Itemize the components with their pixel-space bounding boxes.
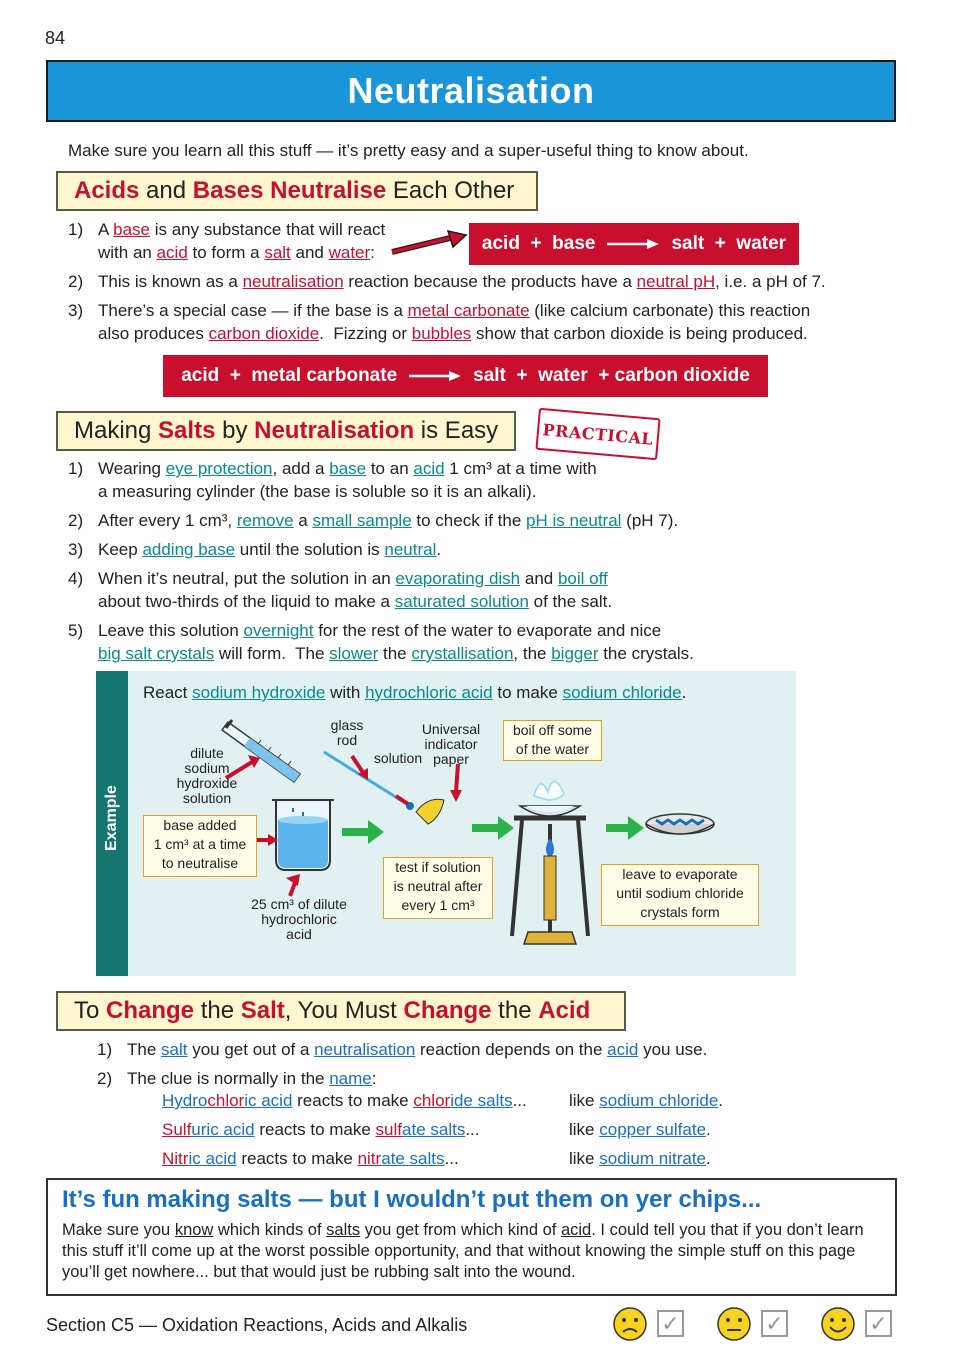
keyword: salts: [326, 1221, 361, 1239]
solution-label: solution: [373, 750, 423, 766]
label-line: indicator: [424, 736, 478, 752]
keyword: acid: [607, 1040, 639, 1059]
equation-reactants: acid + metal carbonate: [181, 365, 398, 386]
red-arrow-icon: [390, 228, 470, 258]
section1-heading: [56, 171, 538, 211]
tick-box[interactable]: ✓: [657, 1310, 684, 1337]
keyword: acid: [156, 243, 188, 262]
text: you use.: [638, 1040, 708, 1059]
heading-word: Neutralise: [270, 177, 387, 204]
tick-box[interactable]: ✓: [761, 1310, 788, 1337]
text: you get out of a: [187, 1040, 315, 1059]
frown-face-icon[interactable]: [612, 1306, 648, 1342]
section-footer: Section C5 — Oxidation Reactions, Acids and Alkalis: [46, 1315, 468, 1335]
text: to check if the: [411, 511, 527, 530]
equation-acid-base: [469, 223, 799, 265]
section3-heading: [56, 991, 626, 1031]
heading-word: Salts: [158, 417, 216, 444]
salt-suffix: ate salts: [402, 1120, 466, 1139]
text: (pH 7).: [621, 511, 679, 530]
keyword: saturated solution: [394, 592, 529, 611]
keyword: hydrochloric acid: [365, 683, 493, 702]
text: ...: [512, 1091, 527, 1110]
item-number: 1): [97, 1040, 113, 1059]
s3-item1: [97, 1038, 707, 1061]
keyword: overnight: [243, 621, 314, 640]
salt-root: chlor: [413, 1091, 451, 1110]
neutral-face-icon[interactable]: [716, 1306, 752, 1342]
example-label: Example: [103, 785, 120, 851]
keyword: copper sulfate: [599, 1120, 707, 1139]
practical-stamp: PRACTICAL: [535, 408, 660, 460]
text: .: [681, 683, 687, 702]
keyword: big salt crystals: [98, 644, 215, 663]
salt-suffix: ate salts: [381, 1149, 445, 1168]
summary-text: [62, 1220, 882, 1283]
s2-item1: [68, 457, 597, 503]
indicator-label: [416, 722, 486, 767]
keyword: neutral: [384, 540, 437, 559]
keyword: base: [329, 459, 367, 478]
text: :: [370, 243, 375, 262]
intro-text: Make sure you learn all this stuff — it’s pretty easy and a super-useful thing to know about.: [68, 141, 749, 160]
text: the crystals.: [598, 644, 694, 663]
heading-word: Neutralisation: [254, 417, 415, 444]
acid-row-nitric: [162, 1147, 459, 1170]
text: Leave this solution: [98, 621, 244, 640]
s1-item1: [68, 218, 385, 264]
keyword: metal carbonate: [407, 301, 530, 320]
text: ...: [465, 1120, 480, 1139]
text: , add a: [272, 459, 330, 478]
summary-heading: It’s fun making salts — but I wouldn’t put them on yer chips...: [62, 1186, 762, 1213]
keyword: base: [113, 220, 150, 239]
text: you get from which kind of: [360, 1221, 561, 1239]
acid-suffix: ic acid: [188, 1149, 237, 1168]
salt-root: sulf: [375, 1120, 403, 1139]
page-title: Neutralisation: [347, 70, 595, 111]
item-number: 3): [68, 301, 84, 320]
text: reaction depends on the: [415, 1040, 608, 1059]
heading-word: Each Other: [386, 177, 515, 204]
s1-item2: [68, 270, 826, 293]
text: Make sure you: [62, 1221, 175, 1239]
acid-suffix: uric acid: [191, 1120, 255, 1139]
text: about two-thirds of the liquid to make a: [98, 592, 395, 611]
leave-evaporate-box: [601, 864, 759, 926]
heading-word: and: [139, 177, 193, 204]
text: .: [706, 1120, 711, 1139]
glass-rod-label: [326, 718, 368, 748]
label-line: sodium: [184, 760, 230, 776]
salt-root: nitr: [357, 1149, 382, 1168]
text: The clue is normally in the: [127, 1069, 330, 1088]
heading-word: Salt: [240, 997, 285, 1024]
s3-item2: [97, 1067, 376, 1090]
item-number: 2): [68, 511, 84, 530]
label-line: Universal: [421, 721, 481, 737]
label-line: crystals form: [640, 904, 720, 920]
text: This is known as a: [98, 272, 243, 291]
page-number: 84: [45, 28, 66, 48]
text: The: [127, 1040, 162, 1059]
bunsen-burner-icon: [512, 781, 588, 944]
keyword: carbon dioxide: [208, 324, 320, 343]
text: also produces: [98, 324, 209, 343]
keyword: remove: [236, 511, 294, 530]
text: Wearing: [98, 459, 166, 478]
keyword: adding base: [142, 540, 236, 559]
label-line: paper: [433, 751, 469, 767]
keyword: sodium chloride: [562, 683, 682, 702]
keyword: water: [328, 243, 371, 262]
text: .: [706, 1149, 711, 1168]
label-line: solution: [182, 790, 232, 806]
arrow-right-icon: [605, 237, 661, 251]
heading-word: Bases: [192, 177, 264, 204]
label-line: is neutral after: [393, 878, 483, 894]
example-hydrochloric: [569, 1089, 723, 1112]
text: which kinds of: [213, 1221, 327, 1239]
label-line: until sodium chloride: [616, 885, 744, 901]
keyword: small sample: [312, 511, 412, 530]
label-line: base added: [163, 817, 237, 833]
text: 1 cm³ at a time with: [444, 459, 597, 478]
text: ...: [444, 1149, 459, 1168]
keyword: acid: [560, 1221, 592, 1239]
keyword: salt: [264, 243, 291, 262]
text: until the solution is: [235, 540, 385, 559]
keyword: bigger: [551, 644, 599, 663]
text: is any substance that will react: [150, 220, 386, 239]
keyword: eye protection: [165, 459, 273, 478]
acid-root: Sulf: [162, 1120, 192, 1139]
label-line: leave to evaporate: [622, 866, 738, 882]
text: for the rest of the water to evaporate and nice: [313, 621, 662, 640]
heading-word: Acid: [538, 997, 591, 1024]
item-number: 3): [68, 540, 84, 559]
keyword: bubbles: [411, 324, 472, 343]
crystal-dish-icon: [646, 814, 714, 834]
text: with an: [98, 243, 157, 262]
text: , the: [513, 644, 552, 663]
keyword: slower: [329, 644, 379, 663]
item-number: 5): [68, 621, 84, 640]
s2-item4: [68, 567, 612, 613]
text: When it’s neutral, put the solution in an: [98, 569, 396, 588]
hcl-label: [240, 897, 358, 942]
text: reacts to make: [236, 1149, 358, 1168]
acid-row-sulfuric: [162, 1118, 480, 1141]
label-line: test if solution: [395, 859, 481, 875]
text: .: [718, 1091, 724, 1110]
text: a measuring cylinder (the base is soluble so it is an alkali).: [98, 482, 537, 501]
text: show that carbon dioxide is being produced.: [471, 324, 808, 343]
text: like: [569, 1091, 600, 1110]
item-number: 1): [68, 459, 84, 478]
heading-word: , You Must: [284, 997, 404, 1024]
text: to make: [492, 683, 563, 702]
keyword: name: [329, 1069, 372, 1088]
keyword: sodium hydroxide: [192, 683, 326, 702]
acid-prefix: Hydro: [162, 1091, 208, 1110]
equation-reactants: acid + base: [481, 233, 596, 254]
text: React: [143, 683, 193, 702]
heading-word: Making: [74, 417, 159, 444]
label-line: of the water: [515, 741, 590, 757]
s2-item3: [68, 538, 441, 561]
label-line: glass: [330, 717, 364, 733]
test-solution-box: [383, 857, 493, 919]
text: reacts to make: [254, 1120, 376, 1139]
salt-suffix: ide salts: [450, 1091, 513, 1110]
text: a: [293, 511, 313, 530]
tick-box[interactable]: ✓: [865, 1310, 892, 1337]
keyword: neutral pH: [636, 272, 716, 291]
keyword: neutralisation: [242, 272, 344, 291]
keyword: boil off: [557, 569, 608, 588]
label-line: to neutralise: [161, 855, 239, 871]
text: , i.e. a pH of 7.: [715, 272, 826, 291]
section2-heading: [56, 411, 516, 451]
keyword: crystallisation: [411, 644, 514, 663]
label-line: hydroxide: [176, 775, 238, 791]
label-line: dilute: [190, 745, 224, 761]
text: of the salt.: [528, 592, 613, 611]
acid-row-hydrochloric: [162, 1089, 527, 1112]
green-arrow-icon: [342, 820, 384, 844]
label-line: boil off some: [512, 722, 593, 738]
text: with: [325, 683, 366, 702]
keyword: salt: [161, 1040, 188, 1059]
boil-off-box: [503, 720, 602, 761]
heading-word: is Easy: [414, 417, 499, 444]
green-arrow-icon: [472, 816, 514, 840]
green-arrow-icon: [606, 816, 644, 840]
smile-face-icon[interactable]: [820, 1306, 856, 1342]
beaker-icon: [272, 800, 334, 870]
heading-word: the: [194, 997, 241, 1024]
equation-products: salt + water + carbon dioxide: [473, 365, 750, 386]
label-line: rod: [336, 732, 358, 748]
text: reacts to make: [292, 1091, 414, 1110]
acid-suffix: ic acid: [244, 1091, 293, 1110]
text: :: [371, 1069, 377, 1088]
equation-carbonate: [163, 355, 768, 397]
equation-products: salt + water: [671, 233, 787, 254]
heading-word: by: [215, 417, 255, 444]
heading-word: Acids: [74, 177, 140, 204]
title-bar: [46, 60, 896, 122]
text: will form. The: [214, 644, 330, 663]
text: reaction because the products have a: [343, 272, 637, 291]
text: like: [569, 1120, 600, 1139]
text: There’s a special case — if the base is a: [98, 301, 408, 320]
label-line: 25 cm³ of dilute: [251, 896, 347, 912]
label-line: acid: [286, 926, 312, 942]
text: like: [569, 1149, 600, 1168]
text: to an: [366, 459, 414, 478]
example-nitric: [569, 1147, 711, 1170]
text: the: [378, 644, 412, 663]
keyword: know: [174, 1221, 214, 1239]
heading-word: [263, 177, 270, 205]
text: and: [520, 569, 558, 588]
keyword: sodium chloride: [599, 1091, 719, 1110]
text: After every 1 cm³,: [98, 511, 237, 530]
text: . Fizzing or: [319, 324, 412, 343]
keyword: pH is neutral: [526, 511, 622, 530]
base-added-box: [143, 815, 257, 877]
label-line: every 1 cm³: [401, 897, 475, 913]
text: and: [290, 243, 329, 262]
keyword: neutralisation: [314, 1040, 416, 1059]
label-line: 1 cm³ at a time: [153, 836, 247, 852]
naoh-label: [168, 746, 246, 806]
heading-word: Change: [403, 997, 492, 1024]
text: A: [98, 220, 114, 239]
item-number: 1): [68, 220, 84, 239]
keyword: sodium nitrate: [599, 1149, 707, 1168]
heading-word: the: [491, 997, 539, 1024]
item-number: 2): [97, 1069, 113, 1088]
heading-word: Change: [106, 997, 195, 1024]
heading-word: To: [74, 997, 107, 1024]
example-sulfuric: [569, 1118, 711, 1141]
s1-item3: [68, 299, 810, 345]
text: to form a: [187, 243, 265, 262]
keyword: acid: [413, 459, 445, 478]
label-line: hydrochloric: [261, 911, 337, 927]
item-number: 4): [68, 569, 84, 588]
s2-item5: [68, 619, 694, 665]
text: . I could tell you that if you don’t learn this stuff it’ll come up at the worst possible opportunity, and that without knowing the simple stuff on this page you’ll get nowhere... but that would just be rubbing salt into the wound.: [62, 1221, 864, 1281]
text: .: [436, 540, 442, 559]
arrow-right-icon: [407, 369, 463, 383]
s2-item2: [68, 509, 678, 532]
acid-root: Nitr: [162, 1149, 189, 1168]
keyword: evaporating dish: [395, 569, 521, 588]
acid-root: chlor: [207, 1091, 245, 1110]
item-number: 2): [68, 272, 84, 291]
text: (like calcium carbonate) this reaction: [529, 301, 811, 320]
text: Keep: [98, 540, 143, 559]
